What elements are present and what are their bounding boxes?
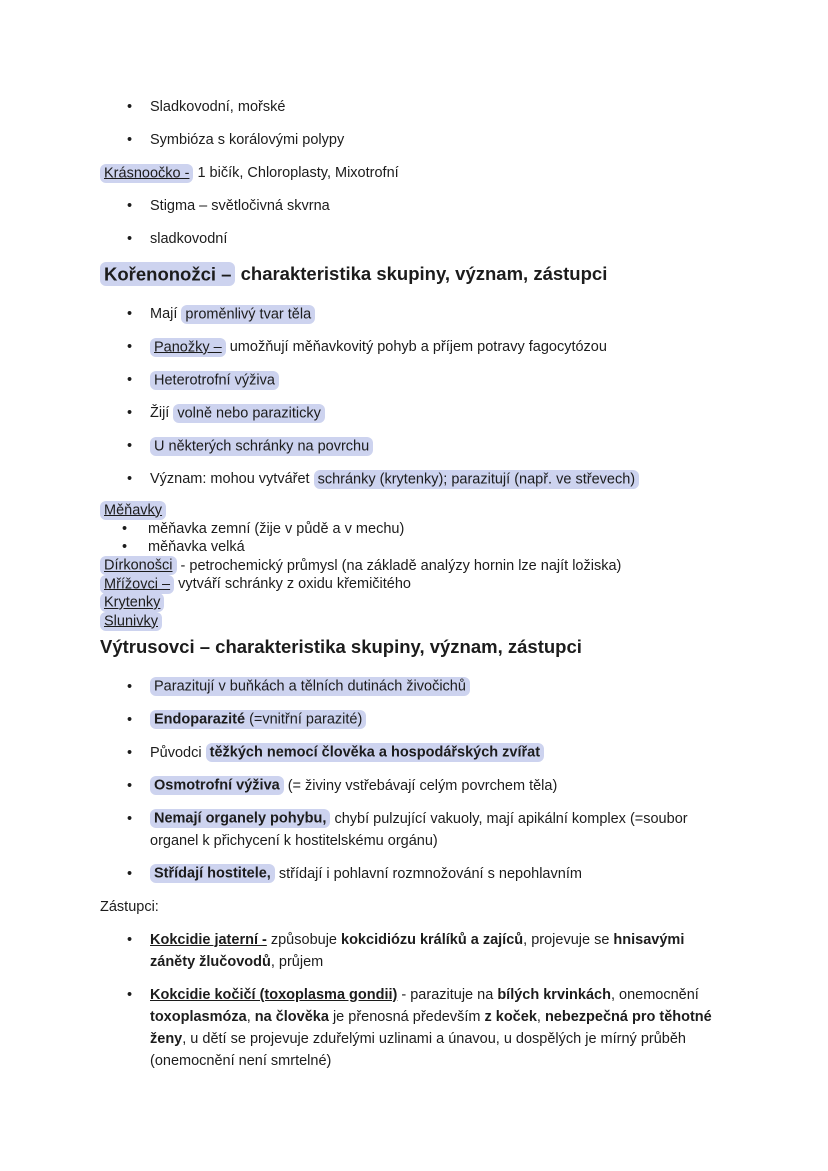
bullet-list-item [100,336,730,358]
text-segment: Kokcidie kočičí (toxoplasma gondii) [150,986,398,1003]
text-content [150,808,730,852]
text-segment: schránky (krytenky); parazitují (např. ve střevech) [317,471,636,487]
bullet-list-item [100,520,730,539]
text-content [150,929,730,973]
text-content [100,501,166,520]
text-segment: Nemají organely pohybu, [154,810,327,827]
bullet-list-item [100,129,730,151]
text-segment: měňavka zemní (žije v půdě a v mechu) [148,520,405,537]
highlight [150,371,279,390]
highlight [100,593,164,612]
bullet-marker-icon: • [127,231,133,247]
text-segment: měňavka velká [148,539,245,555]
text-segment: z koček [484,1008,537,1025]
paragraph [100,896,730,918]
bullet-list-item [100,228,730,250]
highlight [100,262,235,286]
bullet-marker-icon: • [127,405,133,421]
text-segment: Význam: mohou vytvářet [150,471,314,487]
text-segment: Mřížovci – [104,576,171,592]
text-segment: nebezpečná pro těhotné ženy [150,1008,716,1047]
bullet-marker-icon: • [127,744,133,761]
text-content [150,369,279,391]
text-segment: , [536,1008,545,1025]
text-content [150,402,325,424]
highlight [206,743,544,762]
bullet-marker-icon: • [127,306,133,322]
text-segment: způsobuje [266,931,342,948]
bullet-list-item [100,984,730,1072]
text-segment: kokcidiózu králíků a zajíců [341,931,524,948]
highlight [100,164,193,183]
text-segment: Kokcidie jaterní - [150,931,267,948]
text-segment: Osmotrofní výživa [154,777,280,794]
text-content [150,303,315,325]
highlight [173,404,324,423]
text-segment: umožňují měňavkovitý pohyb a příjem potravy fagocytózou [225,339,607,355]
bullet-list-item [100,96,730,118]
bullet-list-item [100,676,730,698]
text-content [150,129,344,151]
highlight [150,809,330,828]
text-segment: Krytenky [104,594,161,611]
highlight [150,677,470,696]
bullet-list-item [100,808,730,852]
highlight [150,437,373,456]
text-segment: Krásnoočko - [104,165,190,181]
highlight [100,612,162,631]
text-content [150,775,557,797]
bullet-list-item [100,435,730,457]
text-content [100,262,607,286]
text-content [150,468,639,490]
text-segment: charakteristika skupiny, význam, zástupci [235,263,608,284]
text-segment: těžkých nemocí člověka a hospodářských zvířat [209,744,541,761]
text-segment: (=vnitřní parazité) [245,711,363,728]
text-segment: Kořenonožci – [104,263,232,284]
bullet-list-item [100,468,730,490]
bullet-marker-icon: • [127,99,133,115]
bullet-marker-icon: • [127,132,133,148]
bullet-marker-icon: • [127,198,133,214]
text-content [150,742,544,764]
text-content [148,538,245,557]
text-segment: Symbióza s korálovými polypy [150,132,345,148]
text-segment: , projevuje se [523,931,614,948]
text-content [150,336,607,358]
text-segment: Původci [150,744,206,761]
text-segment: , [246,1008,255,1025]
bullet-marker-icon: • [122,520,128,537]
highlight [150,710,366,729]
text-content [150,863,582,885]
highlight [100,556,177,575]
bullet-list-item [100,402,730,424]
text-segment: Slunivky [104,613,158,629]
text-content [150,96,285,118]
highlight [150,776,284,795]
highlight [314,470,640,489]
section-heading [100,634,730,660]
paragraph [100,612,730,631]
text-segment: bílých krvinkách [497,986,611,1003]
text-segment: Endoparazité [154,711,246,728]
text-content [150,195,330,217]
bullet-marker-icon: • [127,986,133,1003]
text-segment: Sladkovodní, mořské [150,99,286,115]
text-segment: , onemocnění [610,986,703,1003]
text-segment: na člověka [254,1008,329,1025]
bullet-marker-icon: • [127,471,133,487]
text-segment: , průjem [270,953,324,970]
paragraph [100,557,730,576]
text-segment: - petrochemický průmysl (na základě analýzy hornin lze najít ložiska) [176,557,622,574]
bullet-marker-icon: • [122,539,128,555]
bullet-marker-icon: • [127,372,133,388]
text-segment: chybí pulzující vakuoly, mají apikální komplex (=soubor organel k přichycení k hostitelskému orgánu) [150,810,692,849]
text-content [148,520,404,539]
highlight [150,338,226,357]
bullet-list-item [100,863,730,885]
paragraph [100,162,730,184]
text-content [100,575,411,594]
bullet-list-item [100,742,730,764]
text-segment: U některých schránky na povrchu [154,438,370,454]
bullet-list-item [100,929,730,973]
text-segment: Dírkonošci [104,557,173,574]
bullet-list-item [100,538,730,557]
text-segment: Výtrusovci – charakteristika skupiny, význam, zástupci [100,635,582,657]
text-segment: vytváří schránky z oxidu křemičitého [174,576,411,592]
text-segment: toxoplasmóza [150,1008,247,1025]
text-segment: - parazituje na [397,986,498,1003]
bullet-list-item [100,775,730,797]
text-segment: Měňavky [104,502,163,518]
text-segment: sladkovodní [150,231,228,247]
text-segment: volně nebo paraziticky [177,405,321,421]
text-segment: je přenosná především [328,1008,485,1025]
text-content [150,676,470,698]
text-segment: Střídají hostitele, [154,865,271,882]
document-content [100,96,730,1072]
text-content [100,612,162,631]
text-segment: Žijí [150,405,174,421]
bullet-marker-icon: • [127,810,133,827]
text-content [150,709,366,731]
text-segment: Panožky – [154,339,222,355]
text-content [100,636,582,657]
text-content [100,164,399,183]
text-segment: Parazitují v buňkách a tělních dutinách živočichů [154,678,466,695]
bullet-marker-icon: • [127,711,133,728]
text-segment: Zástupci: [100,898,159,915]
text-segment: 1 bičík, Chloroplasty, Mixotrofní [193,165,399,181]
bullet-marker-icon: • [127,865,133,882]
section-heading [100,261,730,287]
text-segment: střídají i pohlavní rozmnožování s nepohlavním [274,865,582,882]
text-content [100,556,621,575]
text-content [150,984,730,1072]
highlight [150,864,275,883]
paragraph [100,501,730,520]
bullet-list-item [100,369,730,391]
bullet-list-item [100,709,730,731]
text-segment: proměnlivý tvar těla [185,306,312,322]
text-content [100,899,159,915]
highlight [181,305,315,324]
highlight [100,575,174,594]
text-segment: Stigma – světločivná skvrna [150,198,330,214]
paragraph [100,594,730,613]
highlight [100,501,166,520]
bullet-list-item [100,303,730,325]
text-content [150,435,373,457]
bullet-marker-icon: • [127,678,133,695]
text-segment: , u dětí se projevuje zduřelými uzlinami a únavou, u dospělých je mírný průběh (onemocnění není smrtelné) [150,1030,691,1069]
text-segment: hnisavými záněty žlučovodů [150,931,689,970]
text-content [100,593,164,612]
paragraph [100,575,730,594]
bullet-marker-icon: • [127,339,133,355]
bullet-list-item [100,195,730,217]
bullet-marker-icon: • [127,931,133,948]
bullet-marker-icon: • [127,438,133,454]
bullet-marker-icon: • [127,777,133,794]
text-segment: (= živiny vstřebávají celým povrchem těla) [283,777,558,794]
text-segment: Mají [150,306,182,322]
text-content [150,228,227,250]
text-segment: Heterotrofní výživa [154,372,275,388]
